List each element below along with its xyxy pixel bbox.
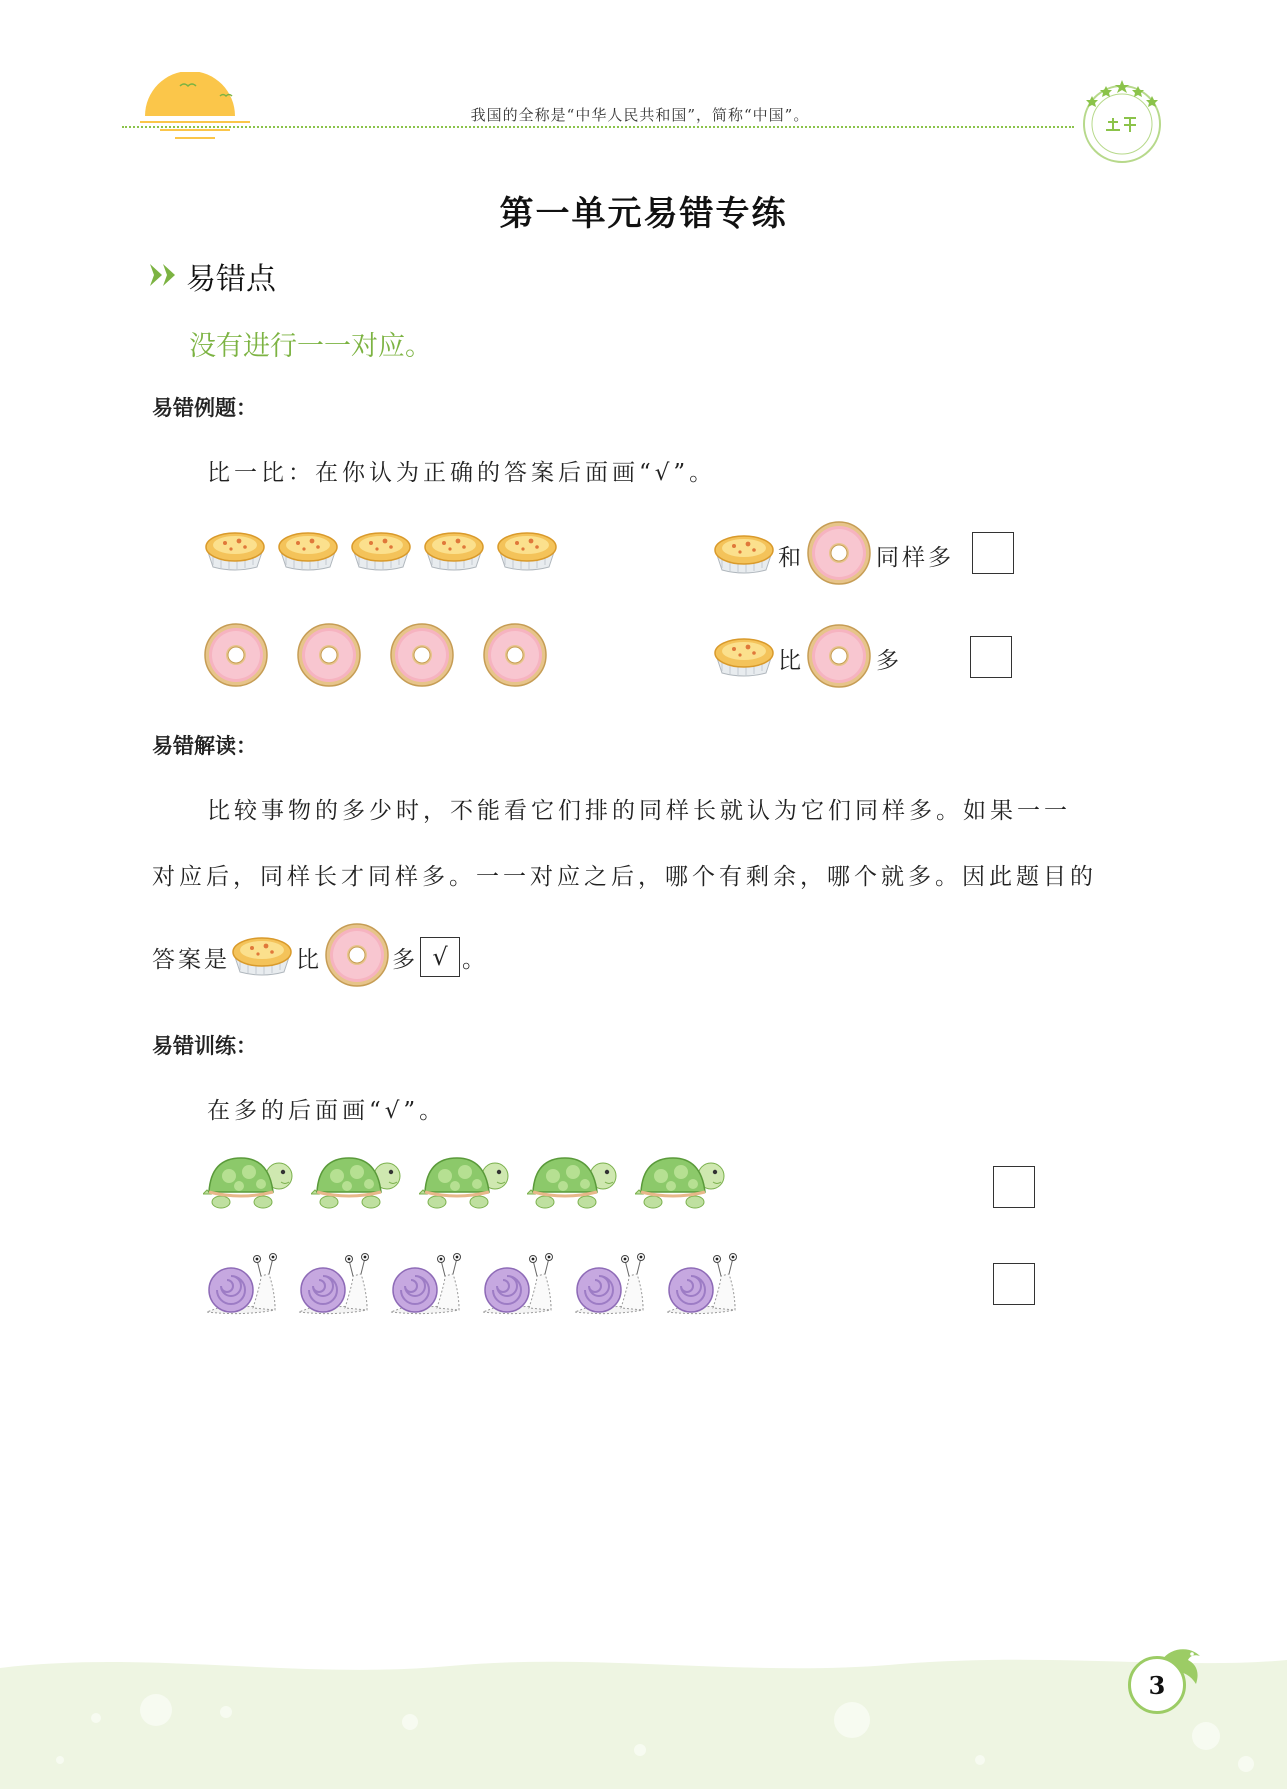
egg-tart-icon (495, 527, 559, 577)
answer-end: 。 (462, 946, 488, 973)
donut-row (203, 622, 548, 692)
training-label: 易错训练： (152, 1034, 257, 1058)
sun-icon (140, 72, 260, 152)
egg-tart-icon (712, 530, 776, 580)
answer-prefix: 答案是 (152, 946, 230, 973)
snail-icon (479, 1252, 557, 1322)
donut-icon (203, 622, 269, 692)
option-more (712, 623, 904, 693)
snail-row (203, 1252, 741, 1322)
option-same (712, 520, 956, 590)
snail-icon (663, 1252, 741, 1322)
snail-icon (203, 1252, 281, 1322)
turtle-icon (527, 1150, 621, 1218)
page-number: 3 (1128, 1656, 1186, 1714)
option-and-text: 和 (778, 544, 804, 571)
answer-box-snail[interactable] (993, 1263, 1035, 1305)
snail-icon (387, 1252, 465, 1322)
option-than-text: 比 (778, 647, 804, 674)
analysis-answer (152, 922, 490, 992)
double-chevron-icon (150, 262, 180, 288)
training-instruction: 在多的后面画“√”。 (207, 1098, 447, 1124)
wangchao-logo-icon (1078, 78, 1166, 166)
egg-tart-icon (230, 932, 294, 982)
turtle-icon (419, 1150, 513, 1218)
page-title: 第一单元易错专练 (499, 194, 788, 234)
egg-tart-icon (276, 527, 340, 577)
analysis-line-1: 比较事物的多少时，不能看它们排的同样长就认为它们同样多。如果一一 (207, 798, 1071, 824)
answer-than: 比 (296, 946, 322, 973)
turtle-icon (635, 1150, 729, 1218)
egg-tart-icon (422, 527, 486, 577)
option-same-text: 同样多 (876, 544, 954, 571)
option-more-text: 多 (876, 647, 902, 674)
header-slogan: 我国的全称是“中华人民共和国”，简称“中国”。 (470, 106, 810, 124)
header-divider (122, 126, 1074, 128)
egg-tart-icon (349, 527, 413, 577)
tart-row (203, 527, 559, 577)
egg-tart-icon (712, 633, 776, 683)
answer-box-turtle[interactable] (993, 1166, 1035, 1208)
answer-box-same[interactable] (972, 532, 1014, 574)
donut-icon (324, 922, 390, 992)
turtle-icon (311, 1150, 405, 1218)
answer-box-more[interactable] (970, 636, 1012, 678)
analysis-line-2: 对应后，同样长才同样多。一一对应之后，哪个有剩余，哪个就多。因此题目的 (152, 864, 1097, 890)
example-label: 易错例题： (152, 396, 257, 420)
analysis-label: 易错解读： (152, 734, 257, 758)
section-heading: 易错点 (186, 262, 276, 297)
error-point: 没有进行一一对应。 (189, 331, 432, 362)
footer-wave-decoration (0, 1640, 1287, 1789)
donut-icon (389, 622, 455, 692)
donut-icon (482, 622, 548, 692)
snail-icon (571, 1252, 649, 1322)
egg-tart-icon (203, 527, 267, 577)
checked-box: √ (420, 937, 460, 977)
answer-more: 多 (392, 946, 418, 973)
donut-icon (806, 520, 872, 590)
donut-icon (296, 622, 362, 692)
example-instruction: 比一比：在你认为正确的答案后面画“√”。 (207, 460, 717, 486)
snail-icon (295, 1252, 373, 1322)
turtle-icon (203, 1150, 297, 1218)
donut-icon (806, 623, 872, 693)
turtle-row (203, 1150, 729, 1218)
